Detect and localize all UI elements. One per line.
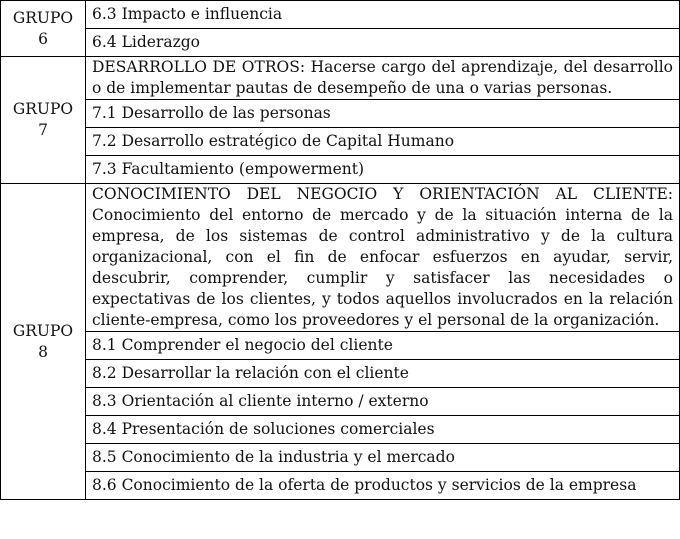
item-8-1: 8.1 Comprender el negocio del cliente: [86, 332, 680, 360]
item-8-2: 8.2 Desarrollar la relación con el cliente: [86, 360, 680, 388]
table-row: [1, 360, 680, 388]
group-number: 8: [38, 342, 48, 361]
table-row: [1, 100, 680, 128]
item-8-4: 8.4 Presentación de soluciones comerciales: [86, 416, 680, 444]
group-8-cell: [1, 184, 86, 500]
item-7-3: 7.3 Facultamiento (empowerment): [86, 156, 680, 184]
group-label: GRUPO: [12, 321, 74, 340]
group-number: 6: [38, 29, 48, 48]
table-row: [1, 472, 680, 500]
item-8-6: 8.6 Conocimiento de la oferta de productos y servicios de la empresa: [86, 472, 680, 500]
item-6-4: 6.4 Liderazgo: [86, 29, 680, 57]
item-7-2: 7.2 Desarrollo estratégico de Capital Humano: [86, 128, 680, 156]
item-6-3: 6.3 Impacto e influencia: [86, 1, 680, 29]
table-row: [1, 128, 680, 156]
item-7-1: 7.1 Desarrollo de las personas: [86, 100, 680, 128]
table-row: [1, 184, 680, 332]
group-7-cell: [1, 57, 86, 184]
item-8-3: 8.3 Orientación al cliente interno / externo: [86, 388, 680, 416]
table-row: [1, 416, 680, 444]
group-number: 7: [38, 121, 48, 139]
table-row: [1, 332, 680, 360]
table-row: [1, 1, 680, 29]
group-label: GRUPO: [12, 8, 74, 27]
table-row: [1, 57, 680, 100]
table-row: [1, 29, 680, 57]
group-6-cell: [1, 1, 86, 57]
table-row: [1, 388, 680, 416]
group-label: GRUPO: [12, 100, 74, 118]
table-row: [1, 156, 680, 184]
item-8-5: 8.5 Conocimiento de la industria y el mercado: [86, 444, 680, 472]
group-7-description: DESARROLLO DE OTROS: Hacerse cargo del aprendizaje, del desarrollo o de implementar pautas de desempeño de una o varias personas.: [86, 57, 680, 100]
table-row: [1, 444, 680, 472]
group-8-description: CONOCIMIENTO DEL NEGOCIO Y ORIENTACIÓN AL CLIENTE: Conocimiento del entorno de mercado y de la situación interna de la empresa, de los sistemas de control administrativo y de la cultura organizacional, con el fin de enfocar esfuerzos en ayudar, servir, descubrir, comprender, cumplir y satisfacer las necesidades o expectativas de los clientes, y todos aquellos involucrados en la relación cliente-empresa, como los proveedores y el personal de la organización.: [86, 184, 680, 332]
